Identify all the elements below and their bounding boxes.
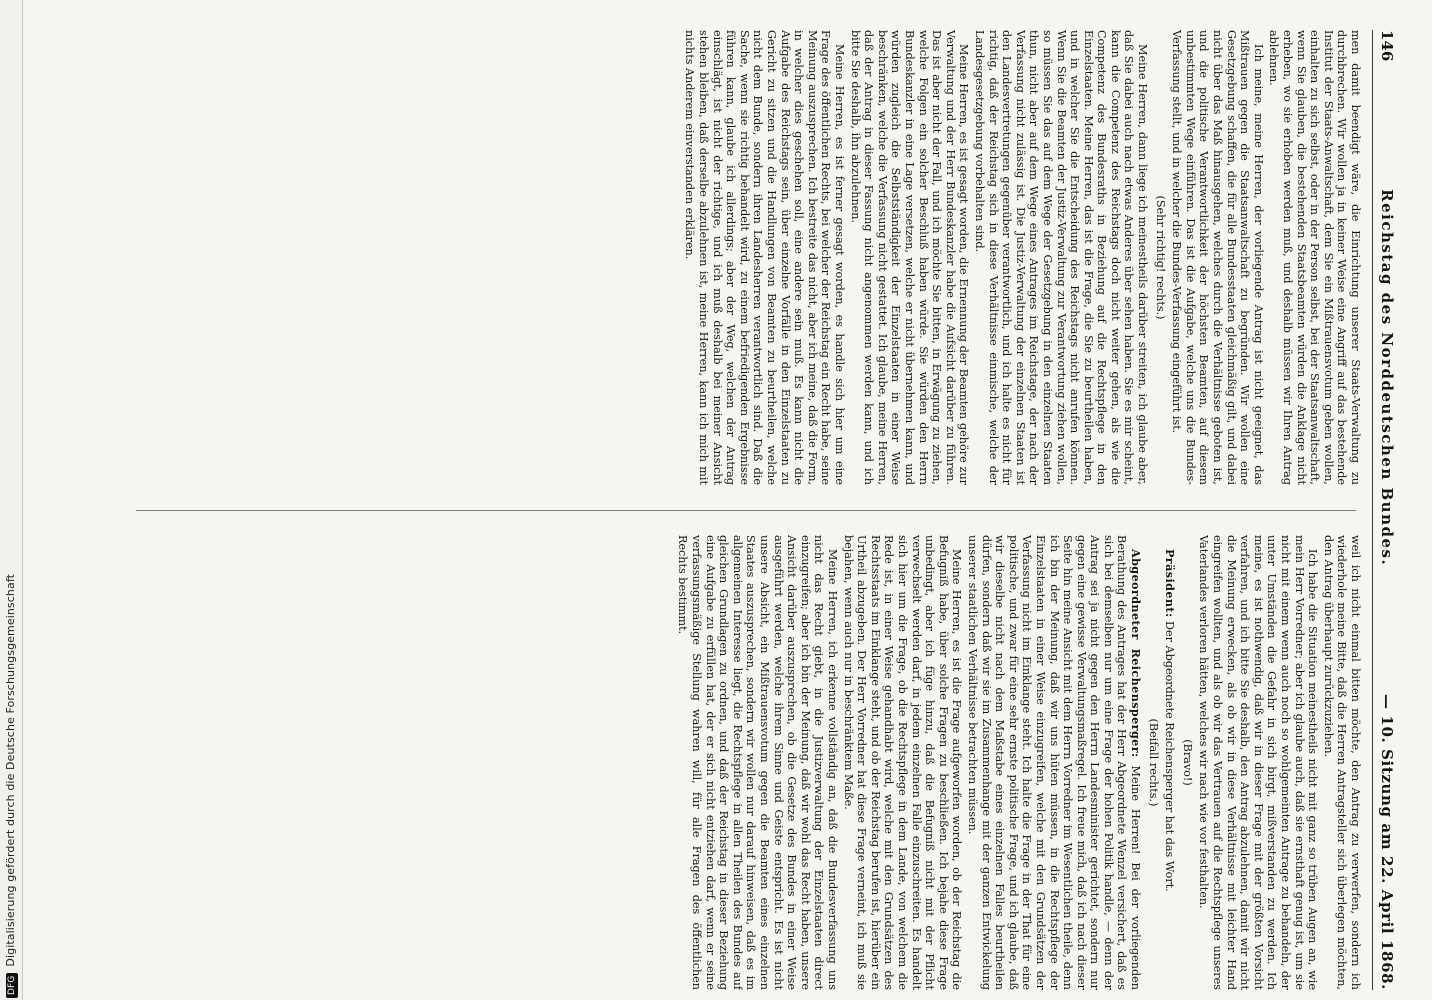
digitization-strip: [0, 0, 23, 1000]
right-paragraph-3: Meine Herren! Bei der vorliegenden Berathung des Antrages hat der Herr Abgeordnete Wenzel versichert, daß es sich bei demselben nur um eine Frage der hohen Politik handle, — denn der Antrag sei ja nicht gegen den Herrn Landesminister gerichtet, sondern nur gegen eine gewisse Verwaltungsmaßregel. Ich freue mich, daß ich nach dieser Seite hin meine Ansicht mit dem Herrn Vorredner im Wesentlichen theile, denn ich bin der Meinung, daß wir uns hüten müssen, in die Rechtspflege der Einzelstaaten in einer Weise einzugreifen, welche mit den Grundsätzen der Verfassung nicht im Einklange steht. Ich halte die Frage in der That für eine politische, und zwar für eine sehr ernste politische Frage, und ich glaube, daß wir dieselbe nicht nach dem Maßstabe eines einzelnen Falles beurtheilen dürfen, sondern daß wir sie im Zusammenhange mit der ganzen Entwickelung unserer staatlichen Verhältnisse betrachten müssen.: [965, 535, 1143, 990]
page-number: 146: [1378, 30, 1396, 62]
rotated-page: [92, 30, 1402, 990]
left-paragraph-2: Ich meine, meine Herren, der vorliegende Antrag ist nicht geeignet, das Mißtrauen gegen die Staatsanwaltschaft zu begründen. Wir wollen eine Gesetzgebung schaffen, die für alle Bundesstaaten gleichmäßig gilt, und dabei nicht über das Maß hinausgehen, welches durch die Verhältnisse geboten ist, und die politische Verantwortlichkeit der höchsten Beamten, auf diesem unbestimmten Wege einführen. Das ist die Aufgabe, welche uns die Bundes-Verfassung stellt, und in welcher die Bundes-Verfassung eingeführt ist.: [1170, 30, 1265, 485]
stage-direction-bravo: (Bravo!): [1180, 739, 1194, 786]
speaker-reichensperger: Abgeordneter Reichensperger:: [1129, 549, 1144, 758]
running-head: [1372, 30, 1402, 990]
scanned-page-area: [22, 0, 1432, 1000]
dfg-logo: DFG: [6, 973, 18, 998]
stage-direction-applause: (Beifall rechts.): [1146, 718, 1160, 807]
left-paragraph-4: Meine Herren, es ist gesagt worden, die Ernennung der Beamten gehöre zur Verwaltung und der Herr Bundeskanzler habe die Aufsicht darüber zu führen. Das ist aber nicht der Fall, und ich möchte Sie bitten, in Erwägung zu ziehen, welche Folgen ein solcher Beschluß haben würde. Sie würden den Herrn Bundeskanzler in eine Lage versetzen, welche er nicht übernehmen kann, und würden zugleich die Selbstständigkeit der Einzelstaaten in einer Weise beschränken, welche die Verfassung nicht gestattet. Ich glaube, meine Herren, daß der Antrag in dieser Fassung nicht angenommen werden kann, und ich bitte Sie deshalb, ihn abzulehnen.: [848, 30, 971, 485]
left-paragraph-1: men damit beendigt wäre, die Einrichtung unserer Staats-Verwaltung zu durchbrechen. Wir wollen ja in keiner Weise eine Angriff auf das bestehende Institut der Staats-Anwaltschaft, dem Sie ein Mißtrauensvotum geben wollen, einhalten zu sich selbst, oder in der Person selbst, bei der Staatsanwaltschaft, wenn Sie glauben, die bestehenden Staatsbeamten würden die Anklage nicht erheben, wo sie erhoben werden muß, und deshalb müssen wir Ihren Antrag ablehnen.: [1267, 30, 1362, 485]
right-paragraph-4: Meine Herren, es ist die Frage aufgeworfen worden, ob der Reichstag die Befugniß habe, über solche Fragen zu beschließen. Ich bejahe diese Frage unbedingt, aber ich füge hinzu, daß die Befugniß nicht mit der Pflicht verwechselt werden darf, in jedem einzelnen Falle einzuschreiten. Es handelt sich hier um die Frage, ob die Rechtspflege in dem Lande, von welchem die Rede ist, in einer Weise gehandhabt wird, welche mit den Grundsätzen des Rechtsstaats im Einklange steht, und ob der Reichstag berufen ist, hierüber ein Urtheil abzugeben. Der Herr Vorredner hat diese Frage verneint, ich muß sie bejahen, wenn auch nur in beschränktem Maße.: [841, 535, 964, 990]
right-paragraph-2: Ich habe die Situation meinestheils nicht mit ganz so trüben Augen an, wie mein Herr Vorredner; aber ich glaube auch, daß sie ernsthaft genug ist, um sie nicht mit einem wenn auch noch so wohlgemeinten Antrage zu behandeln, der unter Umständen die Gefahr in sich birgt, mißverstanden zu werden. Ich meine, es ist nothwendig, daß wir in dieser Frage mit der größten Vorsicht verfahren, und ich bitte Sie deshalb, den Antrag abzulehnen, damit wir nicht die Meinung erwecken, als ob wir in diese Verhältnisse mit leichter Hand eingreifen wollten, und als ob wir das Vertrauen auf die Rechtspflege unseres Vaterlandes verloren hätten, welches wir nach wie vor festhalten.: [1197, 535, 1320, 990]
column-divider: [136, 510, 1356, 511]
right-paragraph-1: weil ich nicht einmal bitten möchte, den Antrag zu verwerfen, sondern ich wiederhole meine Bitte, daß die Herren Antragsteller sich überlegen möchten, den Antrag überhaupt zurückzuziehen.: [1321, 535, 1362, 990]
right-paragraph-5: Meine Herren, ich erkenne vollständig an, daß die Bundesverfassung uns nicht das Recht giebt, in die Justizverwaltung der Einzelstaaten direct einzugreifen; aber ich bin der Meinung, daß wir wohl das Recht haben, unsere Ansicht darüber auszusprechen, ob die Gesetze des Bundes in einer Weise ausgeführt werden, welche ihrem Sinne und Geiste entspricht. Es ist nicht unsere Absicht, ein Mißtrauensvotum gegen die Beamten eines einzelnen Staates auszusprechen, sondern wir wollen nur darauf hinweisen, daß es im allgemeinen Interesse liegt, die Rechtspflege in allen Theilen des Bundes auf gleichen Grundlagen zu ordnen, und daß der Reichstag in dieser Beziehung eine Aufgabe zu erfüllen hat, der er sich nicht entziehen darf, wenn er seine verfassungsmäßige Stellung wahren will, für alle Fragen des öffentlichen Rechts bestimmt.: [676, 535, 840, 990]
speaker-paragraph-president: [1163, 535, 1177, 990]
header-title: Reichstag des Norddeutschen Bundes.: [1378, 189, 1396, 567]
stage-direction: (Sehr richtig! rechts.): [1153, 195, 1167, 320]
left-paragraph-5: Meine Herren, es ist ferner gesagt worden, es handle sich hier um eine Frage des öffentlichen Rechts, bei welcher der Reichstag ein Recht habe, seine Meinung auszusprechen. Ich bestreite das nicht, aber ich meine, daß die Form, in welcher dies geschehen soll, eine andere sein muß. Es kann nicht die Aufgabe des Reichstags sein, über einzelne Vorfälle in den Einzelstaaten zu Gericht zu sitzen und die Handlungen von Beamten zu beurtheilen, welche nicht dem Bunde, sondern ihren Landesherren verantwortlich sind. Daß die Sache, wenn sie richtig behandelt wird, zu einem befriedigenden Ergebnisse führen kann, glaube ich allerdings; aber der Weg, welchen der Antrag einschlägt, ist nicht der richtige, und ich muß deshalb bei meiner Ansicht stehen bleiben, daß derselbe abzulehnen ist, meine Herren, kann ich mich mit nichts Anderem einverstanden erklären.: [683, 30, 847, 485]
president-text: Der Abgeordnete Reichensperger hat das Wort.: [1163, 621, 1177, 892]
left-paragraph-3: Meine Herren, dann liege ich meinestheils darüber streiten, ich glaube aber, daß Sie dabei auch nach etwas Anderes über sehen haben. Sie es mir scheint, kann die Competenz des Reichstags doch nicht weiter gehen, als wie die Competenz des Bundesraths in Beziehung auf die Rechtspflege in den Einzelstaaten. Meine Herren, das ist die Frage, die Sie zu beurtheilen haben, und in welcher Sie die Entscheidung des Reichstags nicht anrufen können. Wenn Sie die Beamten der Justiz-Verwaltung zur Verantwortung ziehen wollen, so müssen Sie das auf dem Wege der Gesetzgebung in den einzelnen Staaten thun, nicht aber auf dem Wege eines Antrages im Reichstage, der nach der Verfassung nicht zulässig ist. Die Justiz-Verwaltung der einzelnen Staaten ist den Landesvertretungen gegenüber verantwortlich, und ich halte es nicht für richtig, daß der Reichstag sich in diese Verhältnisse einmische, welche der Landesgesetzgebung vorbehalten sind.: [972, 30, 1150, 485]
credit-text: Digitalisierung gefördert durch die Deutsche Forschungsgemeinschaft: [4, 573, 17, 967]
header-date: — 10. Sitzung am 22. April 1868.: [1378, 693, 1396, 990]
speaker-president: Präsident:: [1163, 549, 1178, 618]
right-column: [112, 535, 1362, 990]
left-column: [112, 30, 1362, 485]
speaker-paragraph-reichensperger: [965, 535, 1142, 990]
digitization-credit: [2, 38, 20, 998]
